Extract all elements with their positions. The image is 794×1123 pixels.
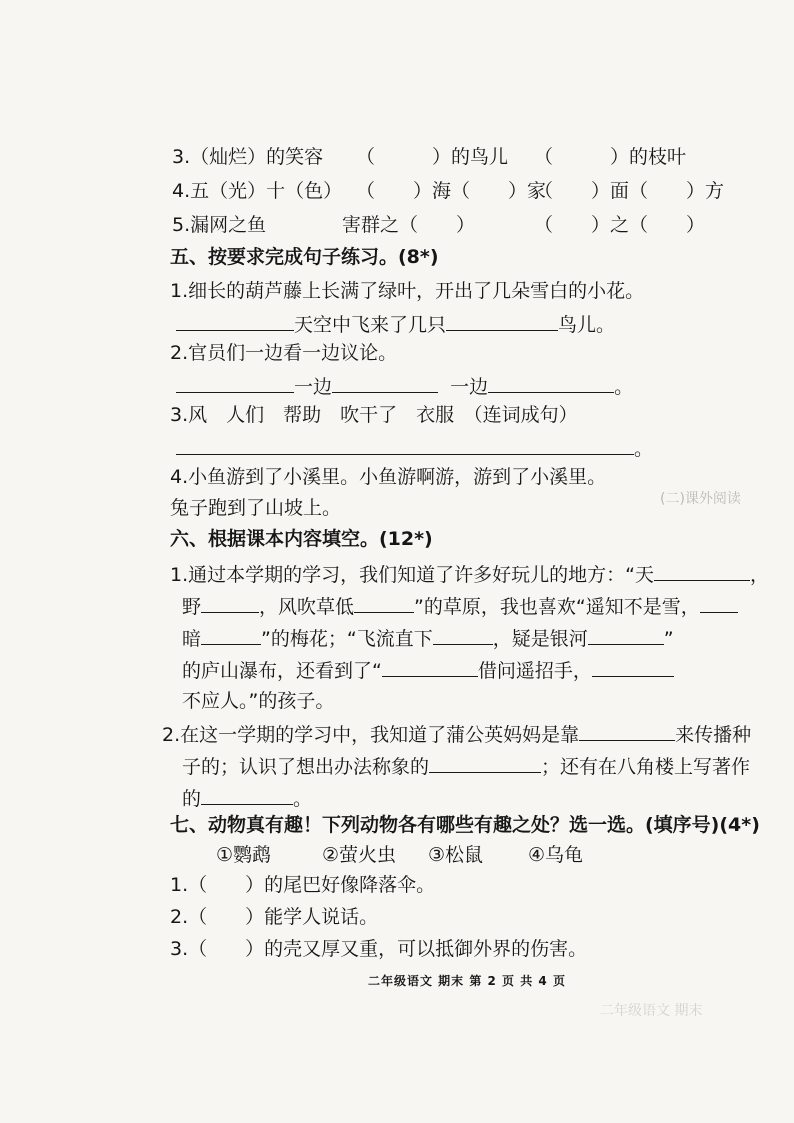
section6-title: 六、根据课本内容填空。(12*) — [170, 528, 433, 550]
s7-q1: 1.（ ）的尾巴好像降落伞。 — [170, 874, 436, 896]
s7-option-1: ①鹦鹉 — [216, 844, 272, 866]
answer-blank[interactable] — [433, 624, 493, 645]
s5-q1-answer — [176, 310, 615, 338]
s6-l6b: 来传播种 — [675, 724, 752, 746]
s6-line2 — [182, 592, 738, 620]
s4-row3-col3: （ ）的枝叶 — [534, 146, 687, 168]
s4-row4-col2: （ ）海（ ）家 — [356, 180, 547, 202]
s4-row4-col1: 4.五（光）十（色） — [172, 180, 343, 202]
s5-q2-sentence: 2.官员们一边看一边议论。 — [170, 342, 398, 364]
s4-row5-col2: 害群之（ ） — [342, 214, 476, 236]
s7-q2: 2.（ ）能学人说话。 — [170, 906, 379, 928]
s5-q2-end: 。 — [614, 376, 634, 398]
s5-q2-answer — [176, 372, 633, 400]
answer-blank[interactable] — [176, 434, 634, 455]
s6-l2c: ”的草原，我也喜欢“遥知不是雪， — [414, 596, 700, 618]
s6-l3b: ”的梅花；“飞流直下 — [261, 628, 433, 650]
s6-line7 — [182, 752, 750, 780]
s6-l3a: 暗 — [182, 628, 202, 650]
s7-option-4: ④乌龟 — [528, 844, 584, 866]
answer-blank[interactable] — [201, 784, 293, 805]
answer-blank[interactable] — [429, 752, 541, 773]
s6-l2b: ，风吹草低 — [259, 596, 355, 618]
s6-l8a: 的 — [182, 788, 202, 810]
bleed-through-text: (二)课外阅读 — [660, 491, 741, 507]
s6-l1a: 1.通过本学期的学习，我们知道了许多好玩儿的地方：“天 — [170, 564, 654, 586]
section7-title: 七、动物真有趣！下列动物各有哪些有趣之处？选一选。(填序号)(4*) — [170, 814, 760, 836]
s6-l7b: ；还有在八角楼上写著作 — [541, 756, 751, 778]
answer-blank[interactable] — [176, 372, 294, 393]
s7-q3: 3.（ ）的壳又厚又重，可以抵御外界的伤害。 — [170, 938, 588, 960]
bleed-through-text: 二年级语文 期末 — [600, 1003, 703, 1019]
s5-q1-mid: 天空中飞来了几只 — [294, 314, 447, 336]
s5-q3-end: 。 — [634, 438, 654, 460]
s5-q3-answer — [176, 434, 653, 462]
s5-q4-line1: 4.小鱼游到了小溪里。小鱼游啊游，游到了小溪里。 — [170, 466, 607, 488]
section5-title: 五、按要求完成句子练习。(8*) — [170, 246, 439, 268]
answer-blank[interactable] — [382, 656, 478, 677]
s5-q2-mid1: 一边 — [294, 376, 333, 398]
s6-line5: 不应人。”的孩子。 — [182, 690, 335, 712]
s6-l1b: ， — [749, 564, 769, 586]
s6-line1 — [170, 560, 769, 588]
answer-blank[interactable] — [654, 560, 750, 581]
s7-option-2: ②萤火虫 — [322, 844, 397, 866]
s6-l4a: 的庐山瀑布，还看到了“ — [182, 660, 382, 682]
s5-q3-words: 3.风 人们 帮助 吹干了 衣服 （连词成句） — [170, 404, 578, 426]
s4-row5-col3: （ ）之（ ） — [534, 214, 706, 236]
answer-blank[interactable] — [579, 720, 675, 741]
s4-row4-col3: （ ）面（ ）方 — [534, 180, 725, 202]
s4-row3-col1: 3.（灿烂）的笑容 — [172, 146, 324, 168]
s6-l3c: ，疑是银河 — [492, 628, 588, 650]
page-footer: 二年级语文 期末 第 2 页 共 4 页 — [368, 974, 566, 988]
answer-blank[interactable] — [592, 656, 674, 677]
s6-line6 — [162, 720, 751, 748]
s6-line8 — [182, 784, 312, 812]
s6-l8b: 。 — [293, 788, 313, 810]
answer-blank[interactable] — [354, 592, 414, 613]
s6-l6a: 2.在这一学期的学习中，我知道了蒲公英妈妈是靠 — [162, 724, 580, 746]
answer-blank[interactable] — [446, 310, 558, 331]
s5-q4-line2: 兔子跑到了山坡上。 — [170, 497, 342, 519]
answer-blank[interactable] — [588, 624, 664, 645]
s4-row5-col1: 5.漏网之鱼 — [172, 214, 267, 236]
s5-q1-sentence: 1.细长的葫芦藤上长满了绿叶，开出了几朵雪白的小花。 — [170, 280, 645, 302]
s6-l2a: 野 — [182, 596, 202, 618]
s5-q1-end: 鸟儿。 — [558, 314, 616, 336]
s6-l3d: ” — [663, 628, 674, 650]
s6-line3 — [182, 624, 674, 652]
answer-blank[interactable] — [488, 372, 614, 393]
answer-blank[interactable] — [201, 592, 259, 613]
s5-q2-mid2: 一边 — [450, 376, 489, 398]
s6-l4b: 借问遥招手， — [477, 660, 592, 682]
s7-option-3: ③松鼠 — [428, 844, 484, 866]
s4-row3-col2: （ ）的鸟儿 — [356, 146, 509, 168]
answer-blank[interactable] — [201, 624, 261, 645]
s6-line4 — [182, 656, 674, 684]
answer-blank[interactable] — [176, 310, 294, 331]
answer-blank[interactable] — [700, 592, 738, 613]
s6-l7: 子的；认识了想出办法称象的 — [182, 756, 430, 778]
answer-blank[interactable] — [332, 372, 438, 393]
